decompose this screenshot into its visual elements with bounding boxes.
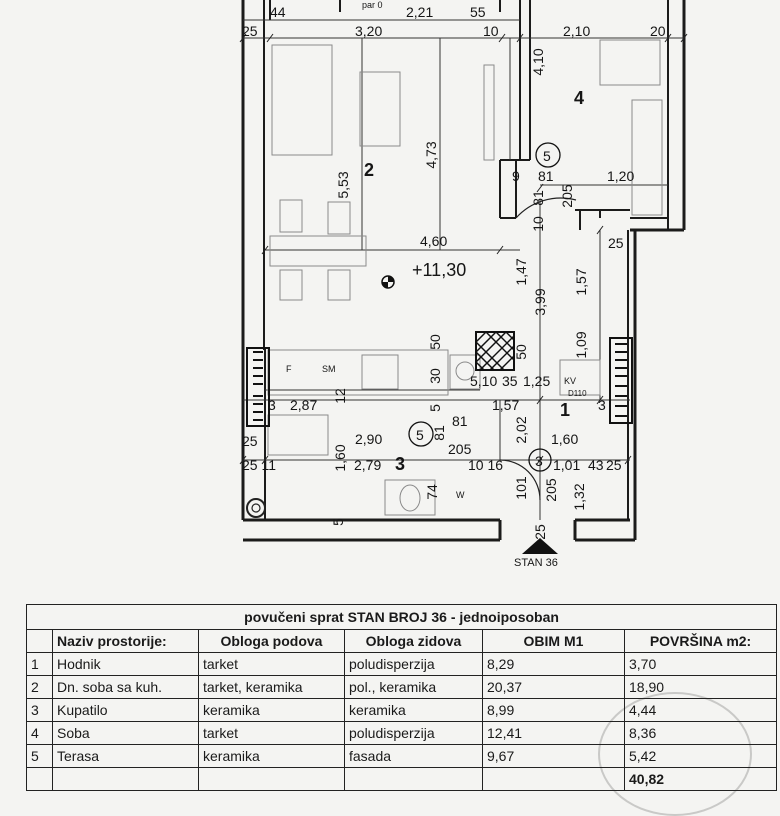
row-area: 3,70 xyxy=(625,653,777,676)
fixture-kv: KV xyxy=(564,376,577,386)
level-label: +11,30 xyxy=(412,260,467,280)
dim-81b: 81 xyxy=(530,190,546,206)
room-number-4: 4 xyxy=(574,88,585,108)
row-floor-finish: keramika xyxy=(199,699,345,722)
dim-202: 2,02 xyxy=(513,416,529,444)
dim-101a: 1,01 xyxy=(553,457,581,473)
total-blank xyxy=(199,768,345,791)
row-index: 2 xyxy=(27,676,53,699)
row-wall-finish: poludisperzija xyxy=(345,722,483,745)
row-floor-finish: keramika xyxy=(199,745,345,768)
room-schedule-table xyxy=(26,604,776,791)
header-perimeter: OBIM M1 xyxy=(483,630,625,653)
row-perimeter: 20,37 xyxy=(483,676,625,699)
dim-160b: 1,60 xyxy=(332,444,348,472)
fixture-f: F xyxy=(286,364,292,374)
row-area: 18,90 xyxy=(625,676,777,699)
dim-81c: 81 xyxy=(431,425,447,441)
dim-221: 2,21 xyxy=(406,4,434,20)
row-perimeter: 8,99 xyxy=(483,699,625,722)
table-header-row xyxy=(27,630,777,653)
total-blank xyxy=(345,768,483,791)
room-number-3: 3 xyxy=(395,454,406,474)
dim-50b: 50 xyxy=(513,344,529,360)
fixture-w: W xyxy=(456,490,465,500)
dim-205b: 205 xyxy=(448,441,472,457)
dim-320: 3,20 xyxy=(355,23,383,39)
row-wall-finish: pol., keramika xyxy=(345,676,483,699)
dim-125: 1,25 xyxy=(523,373,551,389)
row-area: 4,44 xyxy=(625,699,777,722)
dim-12: 12 xyxy=(332,388,348,404)
dim-5b: 5 xyxy=(330,518,346,526)
dim-132: 1,32 xyxy=(571,483,587,511)
total-area: 40,82 xyxy=(625,768,777,791)
table-row xyxy=(27,722,777,745)
dim-410: 4,10 xyxy=(530,48,546,76)
stair-label: STAN 36 xyxy=(514,557,558,569)
dim-30: 30 xyxy=(427,368,443,384)
dim-10a: 10 xyxy=(483,23,499,39)
room-number-2: 2 xyxy=(364,160,375,180)
row-perimeter: 8,29 xyxy=(483,653,625,676)
dim-5: 5 xyxy=(427,404,443,412)
dim-157b: 1,57 xyxy=(492,397,520,413)
level-marker xyxy=(382,276,394,288)
dim-210: 2,10 xyxy=(563,23,591,39)
row-floor-finish: tarket xyxy=(199,722,345,745)
row-room-name: Terasa xyxy=(53,745,199,768)
fixture-kv-code: D110 xyxy=(568,389,587,398)
header-room-name: Naziv prostorije: xyxy=(53,630,199,653)
table-row xyxy=(27,676,777,699)
row-index: 3 xyxy=(27,699,53,722)
dim-109: 1,09 xyxy=(573,331,589,359)
dim-35: 35 xyxy=(502,373,518,389)
dim-10b: 10 xyxy=(530,216,546,232)
dim-205c: 205 xyxy=(543,478,559,502)
room-number-1: 1 xyxy=(560,400,571,420)
row-index: 1 xyxy=(27,653,53,676)
row-room-name: Kupatilo xyxy=(53,699,199,722)
dim-205a: 205 xyxy=(559,184,575,208)
marker-5-top: 5 xyxy=(543,148,551,164)
dim-279: 2,79 xyxy=(354,457,382,473)
row-index: 5 xyxy=(27,745,53,768)
total-blank xyxy=(483,768,625,791)
table-row xyxy=(27,745,777,768)
table-total-row xyxy=(27,768,777,791)
row-wall-finish: fasada xyxy=(345,745,483,768)
top-partial-label: par 0 xyxy=(362,0,383,10)
marker-5-bottom: 5 xyxy=(416,427,424,443)
dim-81d: 81 xyxy=(452,413,468,429)
dim-120: 1,20 xyxy=(607,168,635,184)
dim-160a: 1,60 xyxy=(551,431,579,447)
dim-553: 5,53 xyxy=(335,171,351,199)
marker-3: 3 xyxy=(535,453,543,469)
dim-2511: 25 11 xyxy=(242,457,276,473)
dim-50a: 50 xyxy=(427,334,443,350)
dim-3b: 3 xyxy=(598,397,606,413)
dim-157a: 1,57 xyxy=(573,268,589,296)
fixture-sm: SM xyxy=(322,364,336,374)
row-floor-finish: tarket xyxy=(199,653,345,676)
dim-473: 4,73 xyxy=(423,141,439,169)
dim-25e: 25 xyxy=(532,524,548,540)
dim-20: 20 xyxy=(650,23,666,39)
header-area: POVRŠINA m2: xyxy=(625,630,777,653)
dim-101b: 101 xyxy=(513,476,529,500)
dim-3a: 3 xyxy=(268,397,276,413)
dim-25c: 25 xyxy=(242,433,258,449)
row-room-name: Soba xyxy=(53,722,199,745)
row-perimeter: 12,41 xyxy=(483,722,625,745)
header-floor-finish: Obloga podova xyxy=(199,630,345,653)
dim-43: 43 xyxy=(588,457,604,473)
header-wall-finish: Obloga zidova xyxy=(345,630,483,653)
row-area: 8,36 xyxy=(625,722,777,745)
row-wall-finish: poludisperzija xyxy=(345,653,483,676)
row-wall-finish: keramika xyxy=(345,699,483,722)
total-blank xyxy=(27,768,53,791)
dim-290: 2,90 xyxy=(355,431,383,447)
dim-510: 5,10 xyxy=(470,373,498,389)
dim-399: 3,99 xyxy=(532,288,548,316)
dim-9: 9 xyxy=(512,168,520,184)
row-room-name: Hodnik xyxy=(53,653,199,676)
table-row xyxy=(27,699,777,722)
dim-460: 4,60 xyxy=(420,233,448,249)
total-blank xyxy=(53,768,199,791)
hatched-shaft xyxy=(476,332,514,370)
dim-287: 2,87 xyxy=(290,397,318,413)
dim-147: 1,47 xyxy=(513,258,529,286)
dim-55: 55 xyxy=(470,4,486,20)
dim-25b: 25 xyxy=(608,235,624,251)
row-area: 5,42 xyxy=(625,745,777,768)
table-row xyxy=(27,653,777,676)
dim-81a: 81 xyxy=(538,168,554,184)
dim-25d: 25 xyxy=(606,457,622,473)
row-floor-finish: tarket, keramika xyxy=(199,676,345,699)
dim-44: 44 xyxy=(270,4,286,20)
row-room-name: Dn. soba sa kuh. xyxy=(53,676,199,699)
dim-74: 74 xyxy=(424,484,440,500)
row-perimeter: 9,67 xyxy=(483,745,625,768)
table-title: povučeni sprat STAN BROJ 36 - jednoiposoban xyxy=(27,605,777,630)
dim-1016: 10 16 xyxy=(468,457,504,473)
dim-25a: 25 xyxy=(242,23,258,39)
header-index xyxy=(27,630,53,653)
row-index: 4 xyxy=(27,722,53,745)
